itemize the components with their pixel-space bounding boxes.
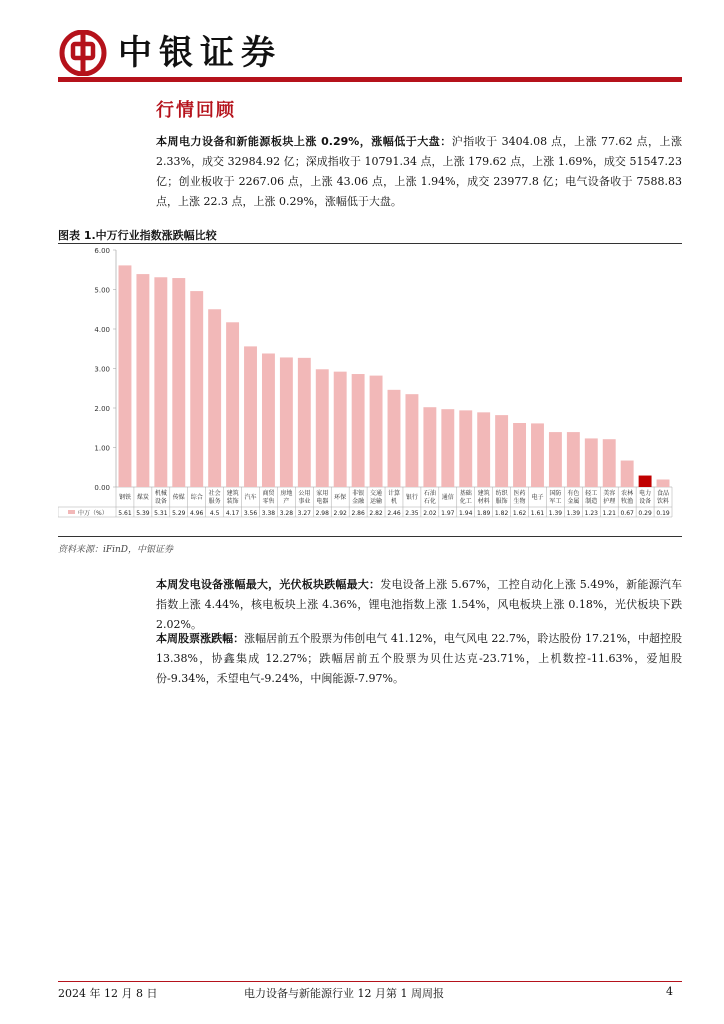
bar-非银金融 — [352, 374, 365, 487]
bar-电子 — [531, 423, 544, 487]
paragraph-lead: 本周发电设备涨幅最大，光伏板块跌幅最大： — [156, 578, 381, 591]
data-value-label: 1.97 — [441, 510, 455, 517]
bar-商贸零售 — [262, 353, 275, 487]
data-value-label: 3.28 — [279, 510, 294, 517]
y-tick-label: 5.00 — [94, 286, 110, 295]
figure-source: 资料来源：iFinD，中银证券 — [58, 545, 174, 555]
x-tick-label: 机械设备 — [154, 490, 167, 505]
paragraph-body: 涨幅居前五个股票为伟创电气 41.12%，电气风电 22.7%，聆达股份 17.21%，中超控股 13.38%，协鑫集成 12.27%；跌幅居前五个股票为贝仕达克-23.71%，上机数控-11.63%，爱旭股份-9.34%，禾望电气-9.24%，中闽能源-7.97%。 — [156, 632, 682, 685]
data-value-label: 2.46 — [387, 510, 401, 517]
x-tick-label: 传媒 — [172, 494, 185, 501]
bar-建筑材料 — [477, 412, 490, 487]
data-value-label: 2.98 — [315, 510, 329, 517]
x-tick-label: 计算机 — [387, 490, 401, 505]
y-tick-label: 2.00 — [94, 405, 110, 413]
legend-label: 中万（%） — [78, 510, 108, 517]
bar-石油石化 — [423, 407, 436, 487]
x-tick-label: 银行 — [405, 494, 418, 501]
bar-美容护理 — [603, 439, 616, 487]
bar-公用事业 — [298, 358, 311, 487]
data-value-label: 2.02 — [423, 510, 437, 517]
bar-家用电器 — [316, 369, 329, 487]
data-value-label: 4.17 — [225, 510, 240, 517]
bar-轻工制造 — [585, 438, 598, 487]
industry-change-bar-chart — [58, 244, 682, 534]
data-value-label: 2.82 — [369, 510, 383, 517]
bar-社会服务 — [208, 309, 221, 487]
x-tick-label: 轻工制造 — [585, 490, 598, 505]
x-tick-label: 农林牧渔 — [621, 490, 634, 505]
x-tick-label: 电力设备 — [639, 490, 652, 505]
legend-swatch — [68, 510, 75, 514]
x-tick-label: 美容护理 — [603, 490, 616, 505]
y-tick-label: 0.00 — [94, 484, 110, 492]
header-rule — [58, 77, 682, 82]
bar-银行 — [405, 394, 418, 487]
x-tick-label: 纺织服饰 — [495, 490, 508, 505]
bar-电力设备 — [639, 476, 652, 487]
paragraph-sector-moves — [156, 575, 682, 635]
x-tick-label: 公用事业 — [298, 490, 311, 505]
bar-房地产 — [280, 357, 293, 487]
paragraph-body: 发电设备上涨 5.67%，工控自动化上涨 5.49%，新能源汽车指数上涨 4.44%，核电板块上涨 4.36%，锂电池指数上涨 1.54%，风电板块上涨 0.18%，光伏板块下跌 2.02%。 — [156, 578, 683, 631]
bar-煤炭 — [136, 274, 149, 487]
data-value-label: 1.89 — [476, 510, 491, 517]
x-tick-label: 电子 — [531, 494, 544, 501]
x-tick-label: 钢铁 — [118, 494, 131, 501]
paragraph-market-review — [156, 132, 682, 212]
x-tick-label: 基础化工 — [459, 490, 472, 505]
paragraph-lead: 本周股票涨跌幅： — [156, 632, 245, 645]
data-value-label: 1.94 — [459, 510, 473, 517]
paragraph-lead: 本周电力设备和新能源板块上涨 0.29%，涨幅低于大盘： — [156, 135, 452, 148]
data-value-label: 5.29 — [172, 510, 186, 517]
x-tick-label: 商贸零售 — [262, 490, 275, 505]
bar-基础化工 — [459, 410, 472, 487]
y-tick-label: 6.00 — [94, 247, 110, 255]
bar-汽车 — [244, 346, 257, 487]
data-value-label: 3.38 — [261, 510, 276, 517]
data-value-label: 1.23 — [584, 510, 598, 517]
bar-食品饮料 — [657, 479, 670, 487]
bar-交通运输 — [370, 376, 383, 487]
data-value-label: 3.56 — [243, 510, 258, 517]
data-value-label: 5.61 — [118, 510, 132, 517]
data-value-label: 4.96 — [190, 510, 204, 517]
data-value-label: 1.39 — [548, 510, 563, 517]
page-number: 4 — [666, 985, 673, 998]
y-tick-label: 4.00 — [94, 326, 110, 334]
figure-bottom-rule — [58, 536, 682, 537]
data-value-label: 1.82 — [494, 510, 509, 517]
x-tick-label: 食品饮料 — [657, 490, 670, 505]
bar-医药生物 — [513, 423, 526, 487]
bar-纺织服饰 — [495, 415, 508, 487]
x-tick-label: 社会服务 — [208, 490, 221, 505]
x-tick-label: 煤炭 — [136, 494, 149, 501]
x-tick-label: 国防军工 — [549, 490, 562, 505]
bar-通信 — [441, 409, 454, 487]
bar-计算机 — [388, 390, 401, 487]
data-value-label: 3.27 — [297, 510, 312, 517]
bar-综合 — [190, 291, 203, 487]
data-value-label: 2.92 — [333, 510, 347, 517]
x-tick-label: 环保 — [334, 494, 347, 501]
bar-农林牧渔 — [621, 461, 634, 487]
section-title: 行情回顾 — [156, 100, 236, 121]
bank-of-china-logo — [58, 30, 108, 76]
data-value-label: 0.19 — [656, 510, 670, 517]
x-tick-label: 石油石化 — [423, 490, 436, 505]
paragraph-body: 沪指收于 3404.08 点，上涨 77.62 点，上涨 2.33%，成交 32984.92 亿；深成指收于 10791.34 点，上涨 179.62 点，上涨 1.69%，成交 51547.23 亿；创业板收于 2267.06 点，上涨 43.06 点，上涨 1.94%，成交 23977.8 亿；电气设备收于 7588.83 点，上涨 22.3 点，上涨 0.29%，涨幅低于大盘。 — [156, 135, 682, 208]
data-value-label: 1.62 — [512, 510, 527, 517]
bar-机械设备 — [154, 277, 167, 487]
x-tick-label: 非银金融 — [352, 490, 365, 505]
x-tick-label: 家用电器 — [316, 490, 329, 505]
brand-name: 中银证券 — [118, 33, 282, 73]
x-tick-label: 通信 — [441, 494, 454, 501]
data-value-label: 2.86 — [351, 510, 365, 517]
x-tick-label: 汽车 — [244, 494, 257, 501]
bar-建筑装饰 — [226, 322, 239, 487]
data-value-label: 2.35 — [405, 510, 419, 517]
data-value-label: 0.29 — [638, 510, 652, 517]
data-value-label: 1.39 — [566, 510, 581, 517]
x-tick-label: 综合 — [190, 494, 203, 501]
data-value-label: 4.5 — [209, 510, 220, 517]
data-value-label: 1.61 — [530, 510, 545, 517]
data-value-label: 0.67 — [620, 510, 634, 517]
footer-report-title: 电力设备与新能源行业 12 月第 1 周周报 — [244, 987, 444, 1000]
x-tick-label: 建筑材料 — [477, 490, 490, 505]
data-value-label: 1.21 — [602, 510, 616, 517]
data-value-label: 5.31 — [154, 510, 168, 517]
bar-有色金属 — [567, 432, 580, 487]
x-tick-label: 有色金属 — [567, 490, 580, 505]
bar-钢铁 — [119, 265, 132, 487]
figure-title: 图表 1.中万行业指数涨跌幅比较 — [58, 229, 217, 242]
footer-rule — [58, 981, 682, 982]
bar-环保 — [334, 372, 347, 487]
x-tick-label: 医药生物 — [513, 490, 526, 505]
data-value-label: 5.39 — [136, 510, 150, 517]
y-tick-label: 1.00 — [94, 444, 110, 453]
footer-date: 2024 年 12 月 8 日 — [58, 987, 158, 1000]
bar-国防军工 — [549, 432, 562, 487]
x-tick-label: 建筑装饰 — [226, 490, 239, 505]
paragraph-stock-moves — [156, 629, 682, 689]
bar-传媒 — [172, 278, 185, 487]
x-tick-label: 交通运输 — [370, 490, 383, 505]
x-tick-label: 房地产 — [280, 490, 293, 505]
y-tick-label: 3.00 — [94, 365, 110, 374]
